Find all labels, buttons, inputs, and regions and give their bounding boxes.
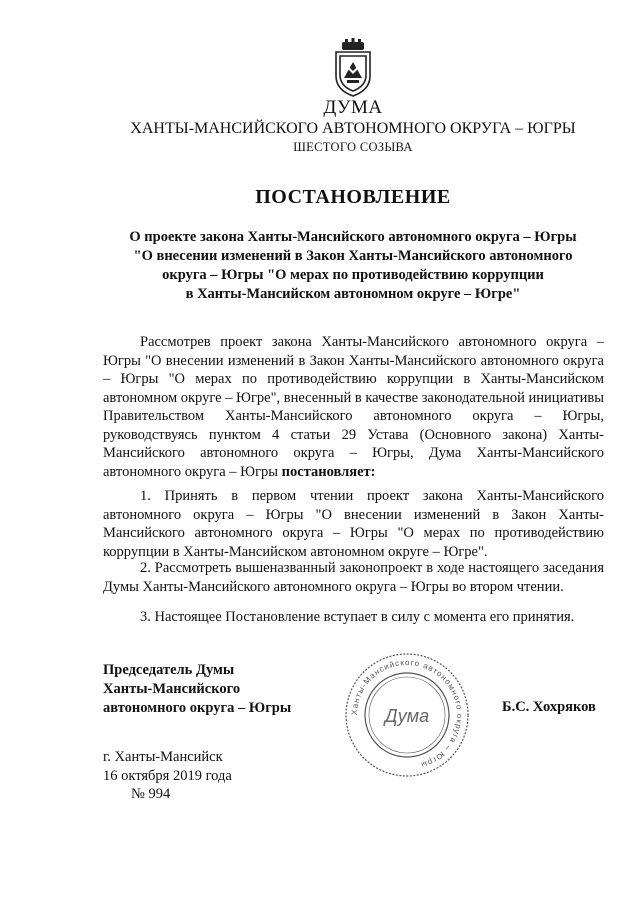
seal-ring-text: Ханты-Мансийского автономного округа – Югры — [349, 657, 465, 771]
coat-of-arms-emblem — [330, 38, 376, 98]
subject-line: в Ханты-Мансийском автономном округе – Югре" — [185, 286, 521, 302]
duma-title: ДУМА — [323, 97, 383, 118]
seal-center-text: Дума — [384, 706, 430, 726]
preamble-text: Рассмотрев проект закона Ханты-Мансийского автономного округа – Югры "О внесении изменений в Закон Ханты-Мансийского автономного округа – Югры "О мерах по противодействию коррупции в Ханты-Мансийском автономном округе – Югре", внесенный в качестве законодательной инициативы Правительством Ханты-Мансийского автономного округа – Югры, руководствуясь пунктом 4 статьи 29 Устава (Основного закона) Ханты-Мансийского автономного округа – Югры, Дума Ханты-Мансийского автономного округа – Югры — [103, 334, 605, 480]
preamble-paragraph — [103, 333, 604, 481]
date: 16 октября 2019 года — [103, 768, 232, 784]
city: г. Ханты-Мансийск — [103, 749, 223, 765]
subject-line: округа – Югры "О мерах по противодействию коррупции — [162, 267, 544, 283]
position-line: Председатель Думы — [103, 662, 235, 678]
signatory-position — [103, 661, 291, 718]
decision-item-1 — [103, 487, 604, 561]
official-seal-stamp — [342, 650, 472, 780]
subject-line: О проекте закона Ханты-Мансийского автономного округа – Югры — [129, 229, 577, 245]
resolves-word: постановляет: — [281, 463, 376, 480]
position-line: автономного округа – Югры — [103, 700, 292, 716]
signatory-name: Б.С. Хохряков — [502, 699, 596, 715]
position-line: Ханты-Мансийского — [103, 681, 241, 697]
decision-item-3 — [103, 608, 604, 627]
duma-region: ХАНТЫ-МАНСИЙСКОГО АВТОНОМНОГО ОКРУГА – ЮГРЫ — [130, 120, 576, 137]
decision-text: 2. Рассмотреть вышеназванный законопроект в ходе настоящего заседания Думы Ханты-Мансийского автономного округа – Югры во втором чтении. — [103, 560, 604, 595]
duma-convocation: ШЕСТОГО СОЗЫВА — [293, 140, 413, 154]
document-number: № 994 — [131, 786, 171, 802]
decision-text: 1. Принять в первом чтении проект закона Ханты-Мансийского автономного округа – Югры "О внесении изменений в Закон Ханты-Мансийского автономного округа – Югры "О мерах по противодействию коррупции в Ханты-Мансийском автономном округе – Югре". — [103, 488, 604, 560]
document-subject — [110, 228, 596, 304]
document-type: ПОСТАНОВЛЕНИЕ — [255, 186, 451, 208]
decision-item-2 — [103, 559, 604, 596]
document-place-date — [103, 748, 232, 786]
decision-text: 3. Настоящее Постановление вступает в силу с момента его принятия. — [140, 609, 575, 625]
subject-line: "О внесении изменений в Закон Ханты-Мансийского автономного — [133, 248, 573, 264]
